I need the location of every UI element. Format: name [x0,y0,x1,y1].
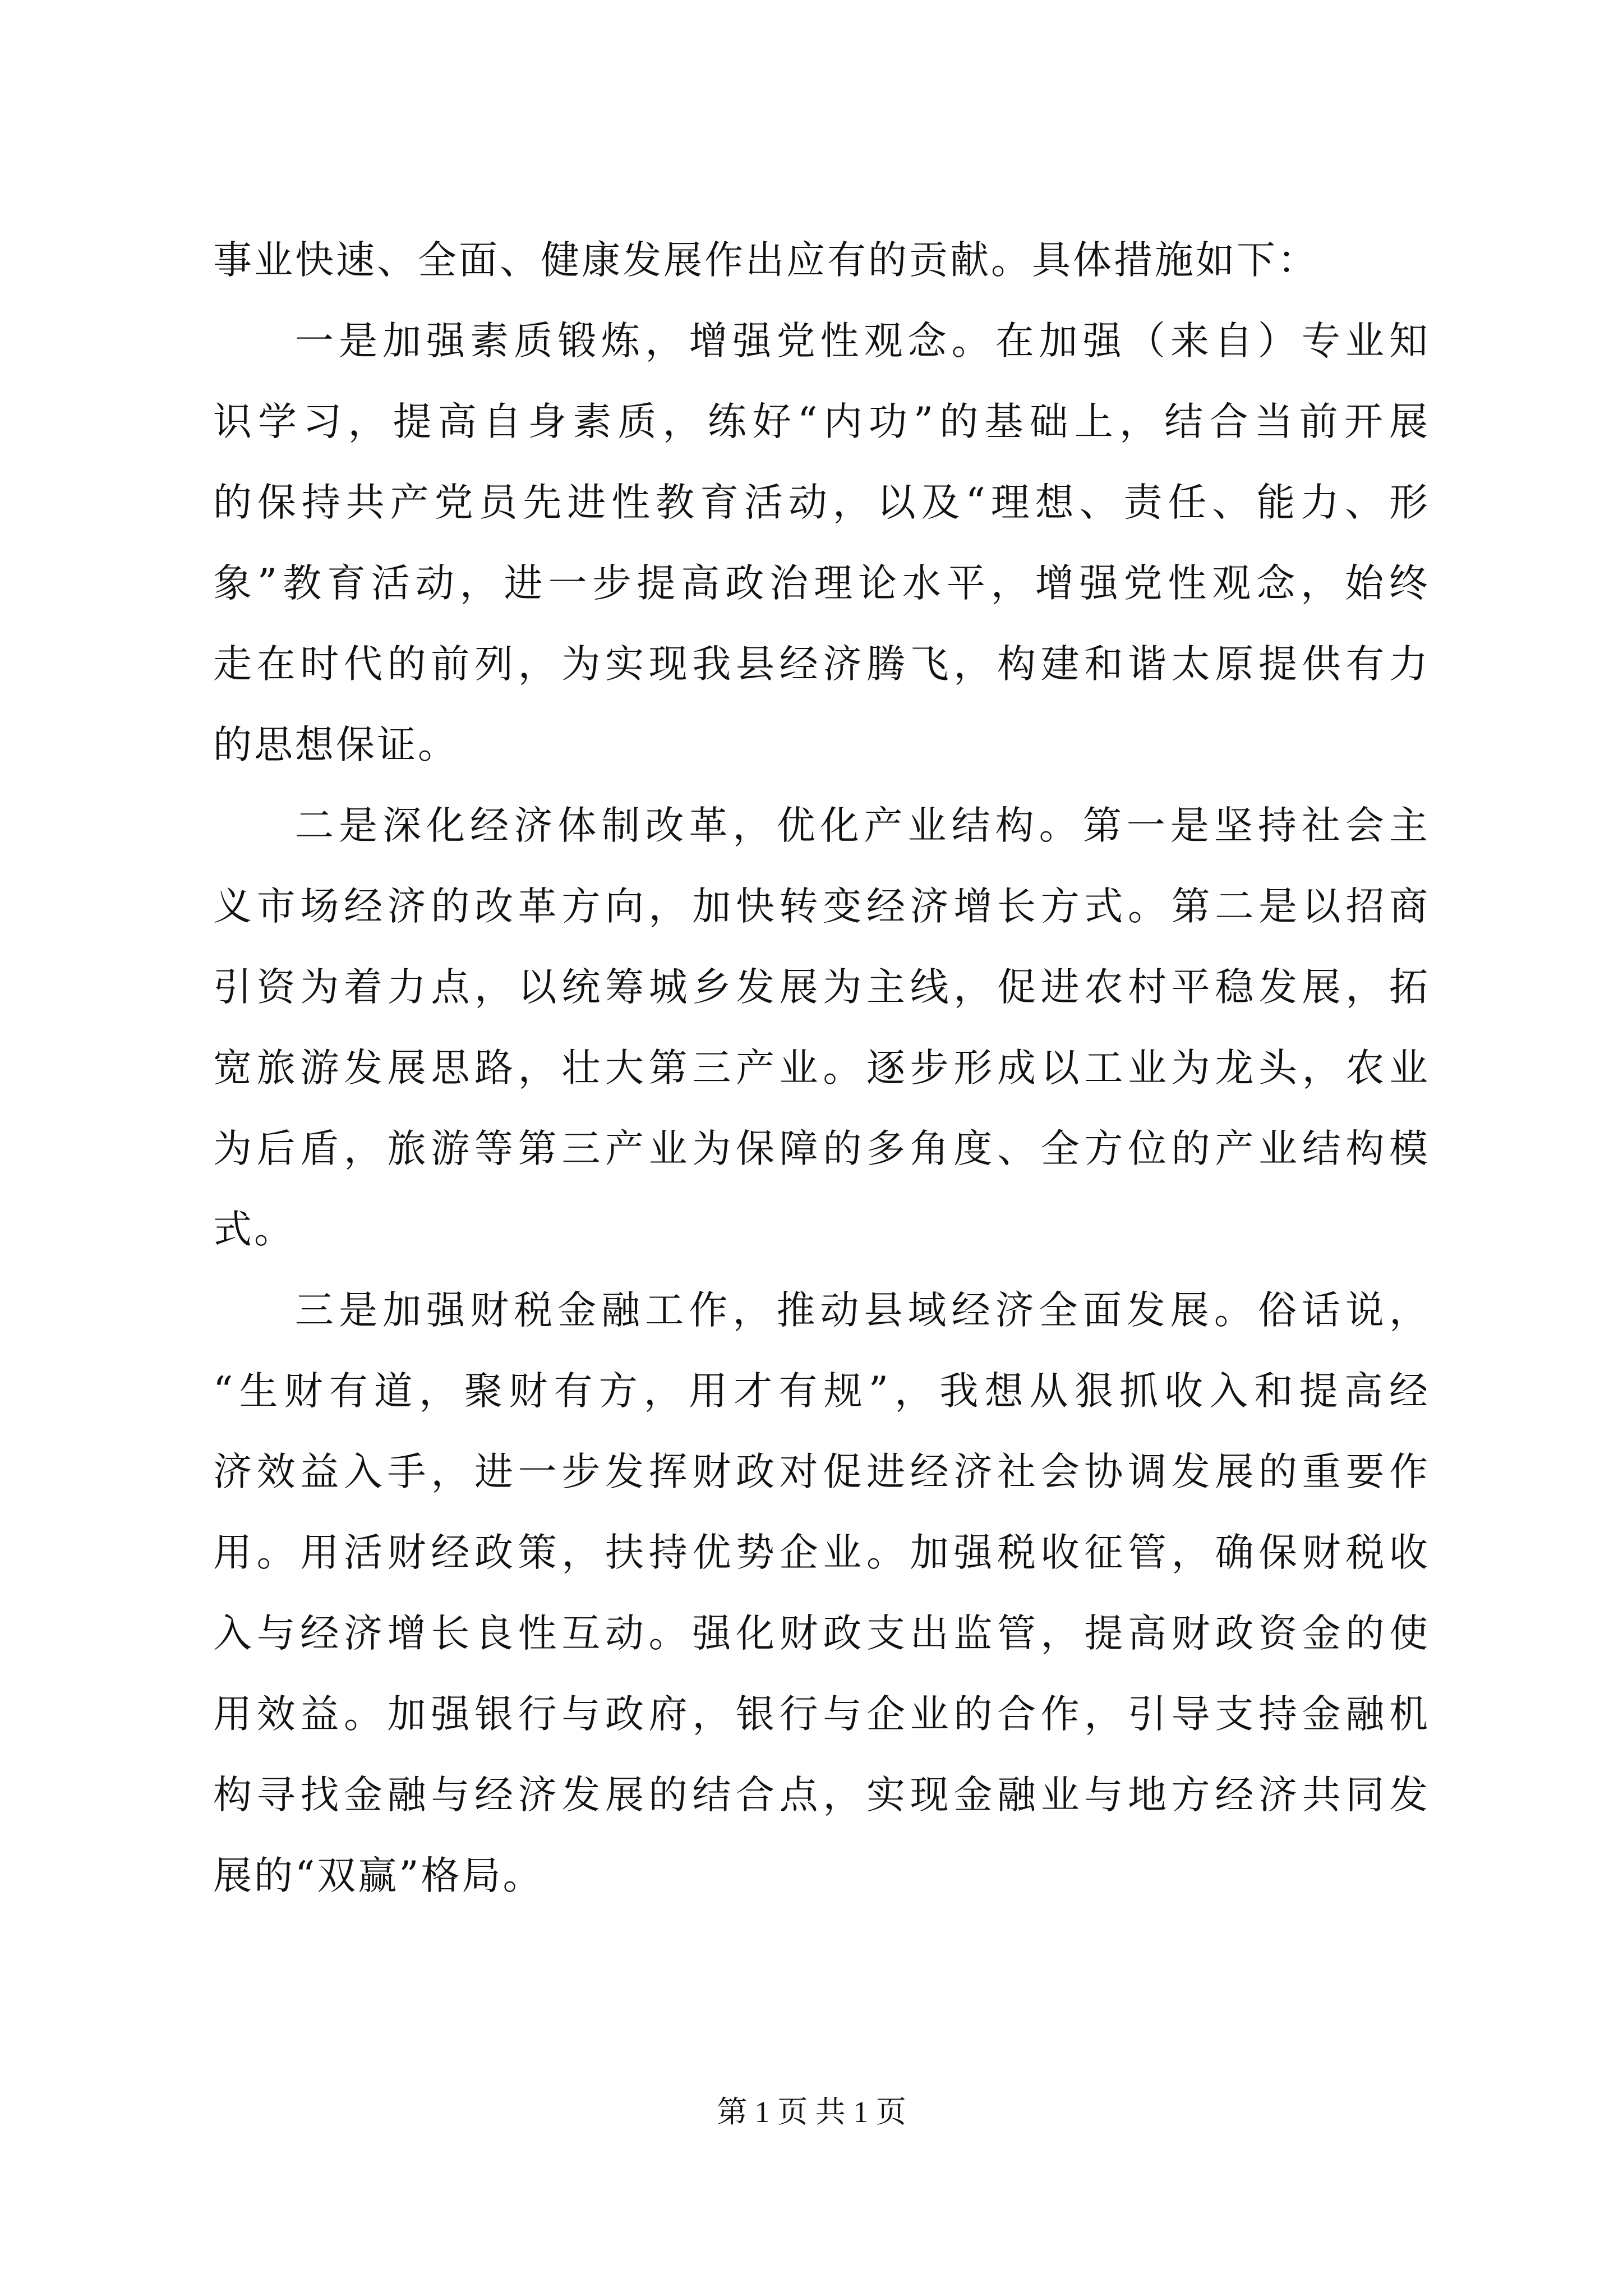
text-line: 济效益入手，进一步发挥财政对促进经济社会协调发展的重要作 [213,1450,1430,1494]
text-line: 三是加强财税金融工作，推动县域经济全面发展。俗话说， [295,1288,1430,1333]
text-line: 义市场经济的改革方向，加快转变经济增长方式。第二是以招商 [213,884,1430,929]
text-line: 事业快速、全面、健康发展作出应有的贡献。具体措施如下： [213,238,1318,283]
text-line: 一是加强素质锻炼，增强党性观念。在加强（来自）专业知 [295,319,1430,364]
paragraph [213,301,1430,785]
text-line: 的保持共产党员先进性教育活动，以及“理想、责任、能力、形 [213,480,1430,525]
page-number-footer: 第 1 页 共 1 页 [717,2095,906,2129]
text-line: 走在时代的前列，为实现我县经济腾飞，构建和谐太原提供有力 [213,642,1430,687]
paragraph [213,785,1430,1270]
text-line: 引资为着力点，以统筹城乡发展为主线，促进农村平稳发展，拓 [213,965,1430,1010]
text-line: 构寻找金融与经济发展的结合点，实现金融业与地方经济共同发 [213,1773,1430,1818]
text-line: 的思想保证。 [213,723,459,767]
text-line: 识学习，提高自身素质，练好“内功”的基础上，结合当前开展 [213,399,1430,444]
text-line: 入与经济增长良性互动。强化财政支出监管，提高财政资金的使 [213,1611,1430,1656]
text-line: 用。用活财经政策，扶持优势企业。加强税收征管，确保财税收 [213,1530,1430,1575]
text-line: 宽旅游发展思路，壮大第三产业。逐步形成以工业为龙头，农业 [213,1046,1430,1091]
text-line: 展的“双赢”格局。 [213,1853,544,1898]
text-line: 为后盾，旅游等第三产业为保障的多角度、全方位的产业结构模 [213,1126,1430,1171]
text-line: 二是深化经济体制改革，优化产业结构。第一是坚持社会主 [295,803,1430,848]
paragraph [213,220,1430,301]
paragraph [213,1270,1430,1916]
text-line: 象”教育活动，进一步提高政治理论水平，增强党性观念，始终 [213,561,1430,606]
text-line: “生财有道，聚财有方，用才有规”，我想从狠抓收入和提高经 [213,1369,1430,1414]
text-line: 式。 [213,1207,295,1252]
document-body [213,220,1430,1916]
text-line: 用效益。加强银行与政府，银行与企业的合作，引导支持金融机 [213,1692,1430,1737]
